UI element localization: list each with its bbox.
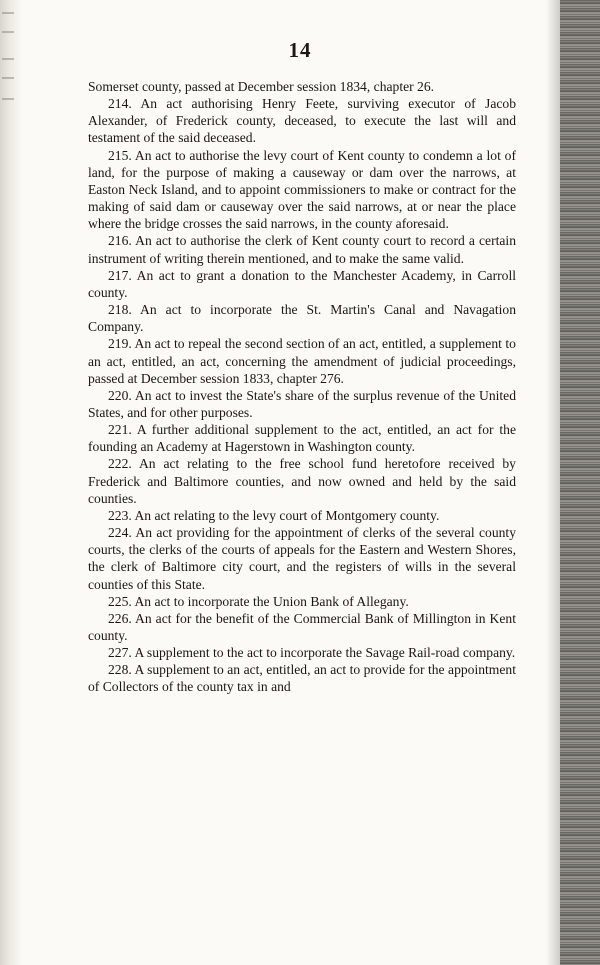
act-number: 227. xyxy=(108,645,132,661)
act-number: 223. xyxy=(108,507,132,523)
act-entry xyxy=(88,661,516,695)
act-number: 226. xyxy=(108,610,132,626)
act-number: 217. xyxy=(108,267,132,283)
act-entry xyxy=(88,301,516,335)
act-text: An act to invest the State's share of the surplus revenue of the United States, and for other purposes. xyxy=(88,387,517,420)
act-entry xyxy=(88,507,516,524)
act-list xyxy=(88,78,516,696)
act-text: An act authorising Henry Feete, surviving executor of Jacob Alexander, of Frederick county, deceased, to execute the last will and testament of the said deceased. xyxy=(88,96,516,146)
act-number: 218. xyxy=(108,302,132,318)
act-text: An act to authorise the levy court of Kent county to condemn a lot of land, for the purpose of making a causeway or dam over the narrows, at Easton Neck Island, and to appoint commissioners to make or contract for the making of said dam or causeway over the said narrows, at or near the place where the bridge crosses the said narrows, in the county aforesaid. xyxy=(88,147,516,232)
act-text: An act relating to the levy court of Montgomery county. xyxy=(134,507,440,523)
act-text: A supplement to the act to incorporate the Savage Rail-road company. xyxy=(134,645,516,661)
page-number: 14 xyxy=(288,38,312,62)
act-entry xyxy=(88,147,516,233)
act-text: A further additional supplement to the act, entitled, an act for the founding an Academy at Hagerstown in Washington county. xyxy=(88,422,516,455)
act-number: 228. xyxy=(108,662,132,678)
act-entry xyxy=(88,644,516,661)
act-text: An act to repeal the second section of an act, entitled, a supplement to an act, entitled, an act, concerning the amendment of judicial proceedings, passed at December session 1833, chapter 276. xyxy=(88,336,516,386)
act-text: An act to incorporate the St. Martin's Canal and Navagation Company. xyxy=(88,302,516,335)
act-entry xyxy=(88,455,516,506)
act-text: A supplement to an act, entitled, an act to provide for the appointment of Collectors of the county tax in and xyxy=(88,662,516,695)
act-number: 225. xyxy=(108,593,132,609)
act-entry xyxy=(88,335,516,386)
act-entry xyxy=(88,95,516,146)
act-text: An act to incorporate the Union Bank of Allegany. xyxy=(134,593,409,609)
act-entry xyxy=(88,267,516,301)
act-number: 224. xyxy=(108,525,132,541)
act-number: 220. xyxy=(108,387,132,403)
act-number: 221. xyxy=(108,422,132,438)
act-text: An act relating to the free school fund heretofore received by Frederick and Baltimore counties, and now owned and held by the said counties. xyxy=(88,456,516,506)
act-text: An act providing for the appointment of clerks of the several county courts, the clerks of the courts of appeals for the Eastern and Western Shores, the clerk of Baltimore city court, and the registers of wills in the several counties of this State. xyxy=(88,525,516,592)
act-entry xyxy=(88,610,516,644)
act-number: 216. xyxy=(108,233,132,249)
act-entry xyxy=(88,387,516,421)
act-text: An act for the benefit of the Commercial Bank of Millington in Kent county. xyxy=(88,610,516,643)
scan-speck xyxy=(2,77,14,79)
act-number: 219. xyxy=(108,336,132,352)
scan-speck xyxy=(2,31,14,33)
scan-speck xyxy=(2,12,14,14)
act-text: An act to grant a donation to the Manchester Academy, in Carroll county. xyxy=(88,267,516,300)
page-edge-shadow xyxy=(546,0,560,965)
act-number: 215. xyxy=(108,147,132,163)
act-text: An act to authorise the clerk of Kent county court to record a certain instrument of writing therein mentioned, and to make the same valid. xyxy=(88,233,517,266)
page-gutter-shadow xyxy=(0,0,22,965)
scan-speck xyxy=(2,98,14,100)
act-entry xyxy=(88,593,516,610)
act-entry xyxy=(88,232,516,266)
act-entry xyxy=(88,524,516,593)
act-entry xyxy=(88,421,516,455)
continued-paragraph: Somerset county, passed at December session 1834, chapter 26. xyxy=(88,79,435,94)
page-edge-stack xyxy=(560,0,600,965)
entries-container xyxy=(88,95,516,695)
act-number: 214. xyxy=(108,96,132,112)
act-number: 222. xyxy=(108,456,132,472)
